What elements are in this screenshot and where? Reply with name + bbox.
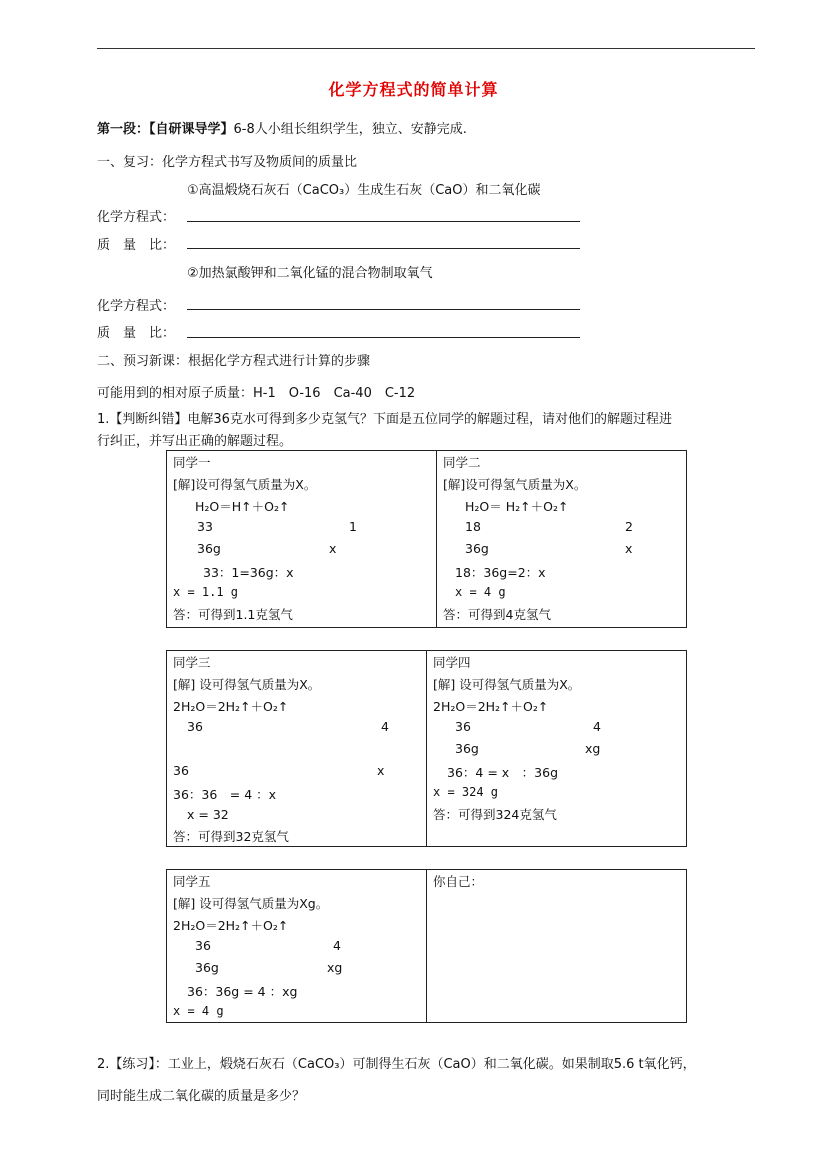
student-1-proportion: 33：1=36g：x	[203, 565, 294, 580]
student-4-name: 同学四	[433, 655, 471, 670]
section1-text: 6-8人小组长组织学生，独立、安静完成.	[233, 122, 467, 137]
student-3-given-right: x	[377, 763, 385, 778]
question-1-line-1: 1.【判断纠错】电解36克水可得到多少克氢气？下面是五位同学的解题过程，请对他们的解题过程进	[97, 412, 672, 427]
student-4-proportion: 36：4 = x ：36g	[447, 765, 559, 780]
student-1-cell	[167, 451, 437, 628]
section1-prefix: 第一段：【自研课导学】	[97, 122, 234, 137]
student-4-cell	[427, 651, 687, 847]
question-1-line-2: 行纠正，并写出正确的解题过程。	[97, 434, 293, 449]
student-2-equation: H₂O＝ H₂↑＋O₂↑	[465, 499, 569, 514]
student-5-mass-left: 36	[195, 938, 211, 953]
student-5-cell	[167, 870, 427, 1023]
student-2-name: 同学二	[443, 455, 481, 470]
student-1-setup: [解]设可得氢气质量为X。	[173, 477, 317, 492]
student-5-given-right: xg	[327, 960, 343, 975]
self-solution-cell[interactable]	[427, 870, 687, 1023]
student-3-given-left: 36	[173, 763, 189, 778]
student-2-given-left: 36g	[465, 541, 489, 556]
student-5-result: x = 4 g	[173, 1004, 224, 1018]
ratio-label-2: 质 量 比：	[97, 326, 176, 341]
section1-line	[97, 118, 467, 137]
student-4-mass-right: 4	[593, 719, 601, 734]
student-3-mass-right: 4	[381, 719, 389, 734]
equation-blank-1[interactable]	[187, 221, 580, 222]
review-item-1: ①高温煅烧石灰石（CaCO₃）生成生石灰（CaO）和二氧化碳	[187, 183, 541, 198]
student-5-setup: [解] 设可得氢气质量为Xg。	[173, 896, 329, 911]
student-3-proportion: 36：36 = 4 ：x	[173, 787, 277, 802]
student-4-result: x = 324 g	[433, 785, 499, 799]
review-heading: 一、复习：化学方程式书写及物质间的质量比	[97, 155, 358, 170]
student-2-mass-left: 18	[465, 519, 481, 534]
student-3-result: x = 32	[187, 807, 229, 822]
student-1-answer: 答：可得到1.1克氢气	[173, 607, 293, 622]
review-item-2: ②加热氯酸钾和二氧化锰的混合物制取氧气	[187, 266, 433, 281]
solutions-table-2	[166, 650, 687, 847]
student-4-equation: 2H₂O＝2H₂↑＋O₂↑	[433, 699, 549, 714]
self-label: 你自己：	[433, 874, 484, 889]
student-4-mass-left: 36	[455, 719, 471, 734]
student-3-answer: 答：可得到32克氢气	[173, 829, 289, 844]
student-2-setup: [解]设可得氢气质量为X。	[443, 477, 587, 492]
student-4-answer: 答：可得到324克氢气	[433, 807, 557, 822]
student-1-given-left: 36g	[197, 541, 221, 556]
question-2-line-1: 2.【练习】：工业上，煅烧石灰石（CaCO₃）可制得生石灰（CaO）和二氧化碳。如果制取5.6 t氧化钙，	[97, 1057, 696, 1072]
student-4-setup: [解] 设可得氢气质量为X。	[433, 677, 581, 692]
student-4-given-right: xg	[585, 741, 601, 756]
student-3-setup: [解] 设可得氢气质量为X。	[173, 677, 321, 692]
student-3-equation: 2H₂O＝2H₂↑＋O₂↑	[173, 699, 289, 714]
student-2-given-right: x	[625, 541, 633, 556]
question-2-line-2: 同时能生成二氧化碳的质量是多少？	[97, 1089, 306, 1104]
student-2-mass-right: 2	[625, 519, 633, 534]
ratio-blank-2[interactable]	[187, 337, 580, 338]
student-3-name: 同学三	[173, 655, 211, 670]
student-2-answer: 答：可得到4克氢气	[443, 607, 551, 622]
solutions-table-1	[166, 450, 687, 628]
student-2-proportion: 18：36g=2：x	[455, 565, 546, 580]
ratio-blank-1[interactable]	[187, 248, 580, 249]
student-1-given-right: x	[329, 541, 337, 556]
student-2-result: x = 4 g	[455, 585, 506, 599]
student-1-result: x = 1.1 g	[173, 585, 239, 599]
student-5-name: 同学五	[173, 874, 211, 889]
student-5-mass-right: 4	[333, 938, 341, 953]
student-2-cell	[437, 451, 687, 628]
equation-label-2: 化学方程式：	[97, 299, 176, 314]
student-5-given-left: 36g	[195, 960, 219, 975]
ratio-label-1: 质 量 比：	[97, 238, 176, 253]
page-title: 化学方程式的简单计算	[328, 80, 499, 99]
student-1-mass-right: 1	[349, 519, 357, 534]
solutions-table-3	[166, 869, 687, 1023]
student-1-equation: H₂O＝H↑＋O₂↑	[195, 499, 290, 514]
equation-label-1: 化学方程式：	[97, 210, 176, 225]
student-3-cell	[167, 651, 427, 847]
student-3-mass-left: 36	[187, 719, 203, 734]
student-5-equation: 2H₂O＝2H₂↑＋O₂↑	[173, 918, 289, 933]
student-1-name: 同学一	[173, 455, 211, 470]
student-4-given-left: 36g	[455, 741, 479, 756]
student-1-mass-left: 33	[197, 519, 213, 534]
header-rule	[97, 48, 755, 49]
student-5-proportion: 36：36g = 4 ：xg	[187, 984, 298, 999]
preview-heading: 二、预习新课：根据化学方程式进行计算的步骤	[97, 354, 371, 369]
atomic-masses: 可能用到的相对原子质量：H-1 O-16 Ca-40 C-12	[97, 386, 416, 401]
equation-blank-2[interactable]	[187, 309, 580, 310]
